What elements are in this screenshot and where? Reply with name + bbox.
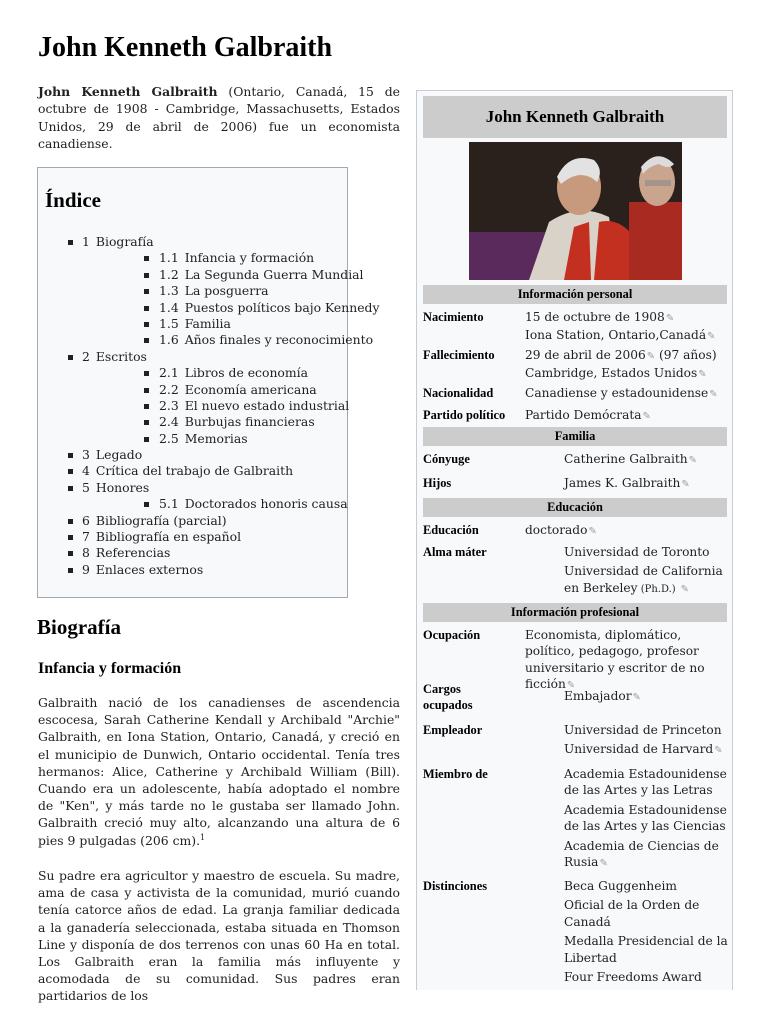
toc-number: 7: [82, 529, 90, 545]
toc-item[interactable]: [38, 414, 349, 430]
label-nacionalidad: Nacionalidad: [423, 386, 494, 400]
edit-pencil-icon[interactable]: ✎: [646, 351, 656, 362]
toc-number: 8: [82, 545, 90, 561]
label-alma-mater: Alma máter: [423, 545, 487, 559]
toc-item[interactable]: [38, 316, 349, 332]
award-item[interactable]: Four Freedoms Award: [564, 970, 702, 985]
toc-label: Economía americana: [184, 381, 317, 397]
toc-list: [38, 234, 380, 578]
toc-label: Memorias: [184, 430, 248, 446]
toc-label: El nuevo estado industrial: [184, 397, 350, 413]
toc-number: 5: [82, 479, 90, 495]
bullet-icon: [144, 338, 149, 343]
membership-item[interactable]: Academia Estadounidense de las Artes y las Ciencias: [564, 802, 727, 834]
label-partido: Partido político: [423, 408, 506, 422]
label-distinciones: Distinciones: [423, 879, 488, 893]
membership-item[interactable]: Academia Estadounidense de las Artes y las Letras: [564, 767, 727, 798]
toc-label: Bibliografía (parcial): [95, 512, 227, 528]
toc-title: Índice: [45, 188, 102, 212]
toc-item[interactable]: [38, 529, 349, 545]
employer-item[interactable]: Universidad de Princeton: [564, 723, 722, 737]
award-item[interactable]: Medalla Presidencial de la Libertad: [564, 934, 728, 965]
toc-number: 2.4: [159, 414, 179, 430]
reference-link[interactable]: 1: [200, 832, 206, 842]
bullet-icon: [68, 453, 73, 458]
label-conyuge: Cónyuge: [423, 452, 470, 466]
toc-number: 2.1: [159, 365, 179, 381]
alma-mater-item[interactable]: [564, 563, 732, 598]
toc-item[interactable]: [38, 463, 349, 479]
bullet-icon: [68, 355, 73, 360]
bullet-icon: [68, 519, 73, 524]
toc-link[interactable]: [82, 463, 293, 479]
birth-place-link[interactable]: Iona Station, Ontario,Canadá: [525, 328, 707, 343]
toc-link[interactable]: [159, 267, 364, 283]
bullet-icon: [144, 306, 149, 311]
label-hijos: Hijos: [423, 476, 452, 490]
toc-label: Burbujas financieras: [184, 414, 315, 430]
bullet-icon: [144, 371, 149, 376]
alma-mater-name[interactable]: Universidad de California en Berkeley: [564, 564, 723, 595]
toc-number: 4: [82, 463, 90, 479]
band-personal: Información personal: [423, 285, 727, 304]
alma-mater-note: (Ph.D.): [637, 583, 676, 595]
toc-item[interactable]: [38, 431, 349, 447]
employer-name[interactable]: Universidad de Harvard: [564, 742, 714, 757]
page-title: John Kenneth Galbraith: [38, 32, 333, 63]
membership-item[interactable]: [564, 838, 732, 873]
toc-item[interactable]: [38, 234, 349, 250]
toc-number: 1.5: [159, 315, 179, 331]
toc-link[interactable]: [159, 414, 315, 430]
membership-name[interactable]: Academia de Ciencias de Rusia: [564, 838, 719, 870]
position-link[interactable]: Embajador: [564, 689, 632, 703]
death-age: (97 años): [655, 348, 717, 362]
edit-pencil-icon[interactable]: ✎: [665, 313, 675, 324]
toc-link[interactable]: [82, 349, 147, 365]
toc-item[interactable]: [38, 480, 349, 496]
bullet-icon: [68, 240, 73, 245]
edit-pencil-icon[interactable]: ✎: [681, 479, 690, 490]
edit-pencil-icon[interactable]: ✎: [714, 745, 723, 757]
toc-number: 5.1: [159, 496, 179, 512]
edit-pencil-icon[interactable]: ✎: [680, 583, 689, 595]
toc-number: 1.2: [159, 266, 179, 282]
toc-item[interactable]: [38, 332, 374, 348]
toc-link[interactable]: [82, 513, 227, 529]
toc-item[interactable]: [38, 447, 349, 463]
toc-number: 2.2: [159, 381, 179, 397]
toc-link[interactable]: [82, 562, 203, 578]
bullet-icon: [144, 502, 149, 507]
edit-pencil-icon[interactable]: ✎: [599, 858, 608, 870]
body-paragraph-1: [38, 694, 400, 849]
value-nacionalidad: [525, 385, 730, 403]
value-educacion: [525, 522, 730, 540]
infobox-title: John Kenneth Galbraith: [423, 96, 727, 138]
toc-link[interactable]: [82, 234, 154, 250]
toc-number: 1.1: [159, 250, 179, 266]
lead-name: John Kenneth Galbraith: [38, 84, 218, 99]
value-distinciones: [564, 878, 732, 985]
toc-number: 1.4: [159, 299, 179, 315]
toc-number: 9: [82, 561, 90, 577]
value-hijos: [564, 475, 732, 493]
toc-item[interactable]: [38, 266, 364, 283]
toc-link[interactable]: [159, 365, 308, 381]
toc-label: Libros de economía: [184, 365, 308, 381]
award-item[interactable]: Oficial de la Orden de Canadá: [564, 898, 700, 929]
edit-pencil-icon[interactable]: ✎: [707, 331, 716, 343]
bullet-icon: [68, 535, 73, 540]
toc-label: La Segunda Guerra Mundial: [184, 266, 364, 282]
death-place-link[interactable]: Cambridge, Estados Unidos: [525, 366, 698, 381]
toc-label: Familia: [184, 315, 231, 331]
label-empleador: Empleador: [423, 723, 483, 737]
employer-item[interactable]: [564, 741, 732, 759]
edit-pencil-icon[interactable]: ✎: [642, 411, 651, 422]
value-nacimiento: [525, 309, 730, 346]
toc-number: 2: [82, 348, 90, 364]
bullet-icon: [144, 256, 149, 261]
value-miembro: [564, 766, 732, 872]
child-link[interactable]: James K. Galbraith: [564, 476, 681, 490]
toc-label: Doctorados honoris causa: [184, 496, 348, 512]
value-alma-mater: [564, 544, 732, 598]
birth-date-link[interactable]: 15 de octubre de 1908: [525, 310, 665, 324]
nationality-link[interactable]: Canadiense y estadounidense: [525, 386, 709, 400]
toc-label: Biografía: [95, 234, 154, 249]
toc-number: 3: [82, 447, 90, 463]
toc-item[interactable]: [38, 513, 349, 529]
death-date-link[interactable]: 29 de abril de 2006: [525, 348, 646, 362]
toc-label: Escritos: [95, 348, 147, 364]
edit-pencil-icon[interactable]: ✎: [632, 692, 641, 703]
edit-pencil-icon[interactable]: ✎: [698, 369, 707, 381]
label-ocupacion: Ocupación: [423, 628, 481, 642]
label-fallecimiento: Fallecimiento: [423, 348, 495, 362]
label-cargos: Cargos ocupados: [423, 682, 473, 713]
bullet-icon: [144, 322, 149, 327]
edit-pencil-icon[interactable]: ✎: [709, 389, 718, 400]
degree-link[interactable]: doctorado: [525, 523, 588, 537]
toc-item[interactable]: [38, 365, 349, 381]
bullet-icon: [144, 289, 149, 294]
band-familia: Familia: [423, 427, 727, 446]
band-educacion: Educación: [423, 498, 727, 517]
portrait-image: [469, 142, 682, 280]
value-conyuge: [564, 451, 732, 469]
toc-label: Años finales y reconocimiento: [184, 332, 374, 348]
bullet-icon: [144, 273, 149, 278]
portrait-photo[interactable]: [469, 142, 682, 280]
table-of-contents: [37, 167, 380, 598]
bullet-icon: [68, 486, 73, 491]
toc-label: Infancia y formación: [184, 250, 315, 266]
toc-item[interactable]: [38, 250, 349, 266]
bullet-icon: [144, 437, 149, 442]
bullet-icon: [144, 420, 149, 425]
body-paragraph-2: Su padre era agricultor y maestro de escuela. Su madre, ama de casa y activista de la comunidad, murió cuando tenía catorce años de edad. La granja familiar dedicada a la ganadería seleccionada, estaba situada en Thomson Line y disponía de dos terrenos con unas 60 Ha en total. Los Galbraith eran la familia más influyente y acomodada de su comunidad. Sus padres eran partidarios de los: [38, 868, 400, 1004]
bullet-icon: [68, 551, 73, 556]
bullet-icon: [144, 388, 149, 393]
toc-label: Legado: [95, 447, 143, 463]
toc-item[interactable]: [38, 299, 380, 316]
subsection-heading-infancia: Infancia y formación: [38, 660, 182, 677]
infobox: [416, 90, 733, 990]
value-ocupacion: [525, 627, 730, 695]
toc-link[interactable]: [82, 480, 149, 496]
toc-link[interactable]: [159, 398, 349, 414]
bullet-icon: [144, 404, 149, 409]
toc-item[interactable]: [38, 496, 349, 512]
occupation-text[interactable]: Economista, diplomático, político, pedagogo, profesor universitario y escritor de no ficción: [525, 628, 705, 692]
toc-label: Referencias: [95, 545, 171, 561]
toc-link[interactable]: [159, 250, 314, 266]
toc-number: 1: [82, 234, 90, 249]
edit-pencil-icon[interactable]: ✎: [588, 526, 597, 537]
value-fallecimiento: [525, 347, 730, 384]
edit-pencil-icon[interactable]: ✎: [688, 455, 698, 466]
paragraph-text: Galbraith nació de los canadienses de ascendencia escocesa, Sarah Catherine Kendall y Archibald "Archie" Galbraith, en Iona Station, Ontario, Canadá, y creció en el municipio de Dunwich, Ontario occidental. Tenía tres hermanos: Alice, Catherine y Archibald William (Bill). Cuando era un adolescente, había adoptado el nombre de "Ken", y más tarde no le gustaba ser llamado John. Galbraith creció muy alto, alcanzando una altura de 6 pies 9 pulgadas (206 cm).: [38, 695, 400, 848]
award-item[interactable]: Beca Guggenheim: [564, 879, 677, 893]
toc-link[interactable]: [82, 529, 241, 545]
toc-link[interactable]: [82, 447, 142, 463]
toc-number: 2.3: [159, 397, 179, 413]
toc-label: La posguerra: [184, 283, 269, 299]
toc-link[interactable]: [159, 332, 373, 348]
toc-item[interactable]: [38, 283, 349, 299]
bullet-icon: [68, 469, 73, 474]
bullet-icon: [68, 568, 73, 573]
alma-mater-item[interactable]: Universidad de Toronto: [564, 545, 710, 559]
toc-label: Enlaces externos: [95, 561, 204, 577]
toc-item[interactable]: [38, 545, 349, 561]
toc-link[interactable]: [159, 283, 269, 299]
band-profesional: Información profesional: [423, 603, 727, 622]
toc-item[interactable]: [38, 349, 349, 365]
lead-text: (Ontario, Canadá, 15 de octubre de 1908 - Cambridge, Massachusetts, Estados Unidos, 29 de abril de 2006) fue un economista canadiense.: [38, 84, 401, 152]
toc-label: Puestos políticos bajo Kennedy: [184, 299, 380, 315]
toc-link[interactable]: [159, 382, 317, 398]
toc-link[interactable]: [159, 496, 348, 512]
toc-number: 6: [82, 512, 90, 528]
label-miembro: Miembro de: [423, 767, 488, 781]
edit-pencil-icon[interactable]: ✎: [566, 680, 576, 692]
toc-number: 1.6: [159, 332, 179, 348]
toc-number: 1.3: [159, 283, 179, 299]
value-empleador: [564, 722, 732, 760]
toc-link[interactable]: [159, 316, 231, 332]
value-cargos: [564, 688, 732, 706]
toc-link[interactable]: [82, 545, 170, 561]
toc-link[interactable]: [159, 431, 248, 447]
spouse-link[interactable]: Catherine Galbraith: [564, 452, 688, 466]
toc-item[interactable]: [38, 562, 349, 578]
label-nacimiento: Nacimiento: [423, 310, 484, 324]
toc-number: 2.5: [159, 430, 179, 446]
section-heading-biografia: Biografía: [37, 615, 121, 639]
toc-label: Bibliografía en español: [95, 529, 242, 545]
party-link[interactable]: Partido Demócrata: [525, 408, 642, 422]
lead-paragraph: [38, 83, 400, 153]
toc-item[interactable]: [38, 398, 349, 414]
toc-link[interactable]: [159, 300, 379, 316]
toc-label: Honores: [95, 479, 150, 495]
label-educacion: Educación: [423, 523, 479, 537]
value-partido: [525, 407, 730, 425]
toc-label: Crítica del trabajo de Galbraith: [95, 463, 294, 479]
toc-item[interactable]: [38, 382, 349, 398]
